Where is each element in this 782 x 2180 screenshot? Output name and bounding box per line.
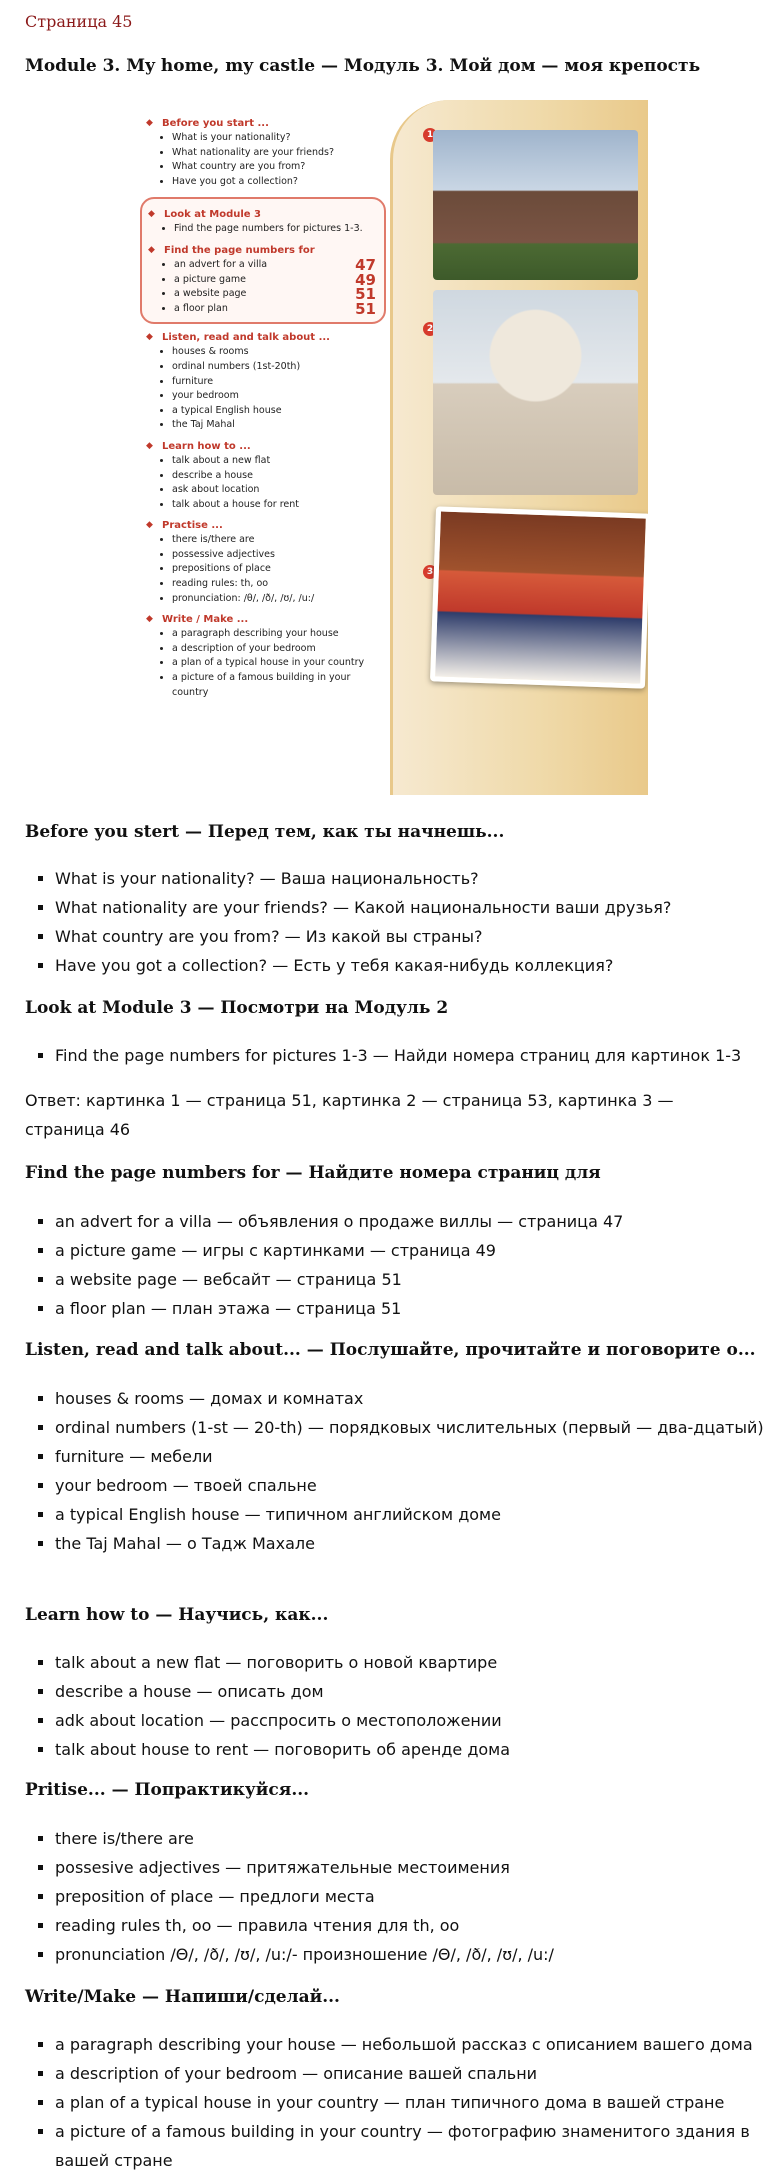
- scan-contents: [146, 110, 386, 700]
- scan-item: • a picture of a famous building in your country: [172, 671, 386, 700]
- list-listen: [25, 1384, 775, 1558]
- scan-item: • houses & rooms: [172, 345, 386, 360]
- scan-find-head: ◆ Find the page numbers for: [148, 245, 376, 256]
- list-item: ▪ What nationality are your friends? — Какой национальности ваши друзья?: [55, 893, 775, 922]
- scan-item: • ask about location: [172, 483, 386, 498]
- scan-item: • What nationality are your friends?: [172, 146, 386, 161]
- scan-picture-column: [390, 100, 648, 795]
- scan-page-number: 49: [355, 270, 376, 289]
- scan-item: • a plan of a typical house in your country: [172, 656, 386, 671]
- list-before: [25, 864, 775, 980]
- list-find: [25, 1207, 775, 1323]
- list-item: ▪ describe a house — описать дом: [55, 1677, 775, 1706]
- section-title-find: Find the page numbers for — Найдите номера страниц для: [25, 1163, 601, 1183]
- scan-write-list: [146, 627, 386, 700]
- taj-mahal-photo: [433, 290, 638, 495]
- scan-look-list: [148, 222, 376, 237]
- scan-before-list: [146, 131, 386, 189]
- list-item: ▪ preposition of place — предлоги места: [55, 1882, 775, 1911]
- scan-item: • talk about a house for rent: [172, 498, 386, 513]
- picture-number-badge: 3: [423, 565, 437, 579]
- list-write: [25, 2030, 775, 2175]
- scan-item: • there is/there are: [172, 533, 386, 548]
- scan-page-number: 51: [355, 285, 376, 304]
- scan-item: • pronunciation: /θ/, /ð/, /ʊ/, /u:/: [172, 592, 386, 607]
- scan-item: • talk about a new flat: [172, 454, 386, 469]
- scan-item: • reading rules: th, oo: [172, 577, 386, 592]
- list-item: ▪ possesive adjectives — притяжательные местоимения: [55, 1853, 775, 1882]
- list-item: ▪ talk about house to rent — поговорить об аренде дома: [55, 1735, 775, 1764]
- section-title-practise: Pritise... — Попрактикуйся...: [25, 1780, 310, 1800]
- list-item: ▪ reading rules th, oo — правила чтения для th, oo: [55, 1911, 775, 1940]
- picture-number-badge: 1: [423, 128, 437, 142]
- scan-item: • a typical English house: [172, 404, 386, 419]
- scan-item: • furniture: [172, 375, 386, 390]
- scan-learn-list: [146, 454, 386, 512]
- textbook-scan: [128, 100, 648, 795]
- scan-page-number: 47: [355, 255, 376, 274]
- scan-listen-list: [146, 345, 386, 433]
- scan-item: • prepositions of place: [172, 562, 386, 577]
- list-item: ▪ your bedroom — твоей спальне: [55, 1471, 775, 1500]
- list-item: ▪ a website page — вебсайт — страница 51: [55, 1265, 775, 1294]
- scan-find-list: [148, 255, 376, 318]
- answer-text: Ответ: картинка 1 — страница 51, картинка 2 — страница 53, картинка 3 — страница 46: [25, 1091, 674, 1139]
- house-photo: [433, 130, 638, 280]
- scan-item: • Have you got a collection?: [172, 175, 386, 190]
- scan-page-number: 51: [355, 299, 376, 318]
- scan-item: • Find the page numbers for pictures 1-3.: [174, 222, 376, 237]
- scan-item: • a floor plan 51: [174, 302, 376, 317]
- section-title-write: Write/Make — Напиши/сделай...: [25, 1987, 340, 2007]
- list-practise: [25, 1824, 775, 1969]
- scan-before-head: ◆ Before you start ...: [146, 118, 386, 129]
- list-item: ▪ a plan of a typical house in your country — план типичного дома в вашей стране: [55, 2088, 775, 2117]
- module-title: Module 3. My home, my castle — Модуль 3. Мой дом — моя крепость: [25, 56, 701, 76]
- section-title-listen: Listen, read and talk about... — Послушайте, прочитайте и поговорите о...: [25, 1340, 756, 1360]
- list-item: ▪ What country are you from? — Из какой вы страны?: [55, 922, 775, 951]
- list-item: ▪ furniture — мебели: [55, 1442, 775, 1471]
- scan-item: • possessive adjectives: [172, 548, 386, 563]
- list-item: ▪ an advert for a villa — объявления о продаже виллы — страница 47: [55, 1207, 775, 1236]
- list-item: ▪ houses & rooms — домах и комнатах: [55, 1384, 775, 1413]
- list-item: ▪ Have you got a collection? — Есть у тебя какая-нибудь коллекция?: [55, 951, 775, 980]
- scan-item: • your bedroom: [172, 389, 386, 404]
- scan-item: • the Taj Mahal: [172, 418, 386, 433]
- scan-item: • an advert for a villa 47: [174, 258, 376, 273]
- page-number-label: Страница 45: [25, 12, 133, 31]
- scan-item: • ordinal numbers (1st-20th): [172, 360, 386, 375]
- list-item: ▪ a picture of a famous building in your country — фотографию знаменитого здания в вашей стране: [55, 2117, 775, 2175]
- list-item: ▪ a floor plan — план этажа — страница 51: [55, 1294, 775, 1323]
- list-item: ▪ ordinal numbers (1-st — 20-th) — порядковых числительных (первый — два-дцатый): [55, 1413, 775, 1442]
- list-item: ▪ there is/there are: [55, 1824, 775, 1853]
- list-item: ▪ talk about a new flat — поговорить о новой квартире: [55, 1648, 775, 1677]
- list-item: ▪ a typical English house — типичном английском доме: [55, 1500, 775, 1529]
- scan-item: • describe a house: [172, 469, 386, 484]
- scan-item: • a description of your bedroom: [172, 642, 386, 657]
- scan-item: • a website page 51: [174, 287, 376, 302]
- scan-item: • a picture game 49: [174, 273, 376, 288]
- list-item: ▪ Find the page numbers for pictures 1-3 — Найди номера страниц для картинок 1-3: [55, 1041, 775, 1070]
- picture-number-badge: 2: [423, 322, 437, 336]
- scan-look-head: ◆ Look at Module 3: [148, 209, 376, 220]
- scan-highlight-box: [140, 197, 386, 324]
- list-item: ▪ What is your nationality? — Ваша национальность?: [55, 864, 775, 893]
- list-item: ▪ the Taj Mahal — о Тадж Махале: [55, 1529, 775, 1558]
- room-photo: [430, 506, 648, 688]
- section-title-before: Before you stert — Перед тем, как ты начнешь...: [25, 822, 505, 842]
- scan-item: • What is your nationality?: [172, 131, 386, 146]
- list-item: ▪ a paragraph describing your house — небольшой рассказ с описанием вашего дома: [55, 2030, 775, 2059]
- section-title-look: Look at Module 3 — Посмотри на Модуль 2: [25, 998, 449, 1018]
- list-learn: [25, 1648, 775, 1764]
- scan-listen-head: ◆ Listen, read and talk about ...: [146, 332, 386, 343]
- list-item: ▪ a description of your bedroom — описание вашей спальни: [55, 2059, 775, 2088]
- scan-practise-list: [146, 533, 386, 606]
- section-title-learn: Learn how to — Научись, как...: [25, 1605, 329, 1625]
- list-item: ▪ a picture game — игры с картинками — страница 49: [55, 1236, 775, 1265]
- scan-item: • What country are you from?: [172, 160, 386, 175]
- scan-item: • a paragraph describing your house: [172, 627, 386, 642]
- scan-practise-head: ◆ Practise ...: [146, 520, 386, 531]
- list-item: ▪ pronunciation /Θ/, /ð/, /ʊ/, /u:/- произношение /Θ/, /ð/, /ʊ/, /u:/: [55, 1940, 775, 1969]
- scan-write-head: ◆ Write / Make ...: [146, 614, 386, 625]
- scan-learn-head: ◆ Learn how to ...: [146, 441, 386, 452]
- list-look: [25, 1041, 775, 1070]
- list-item: ▪ adk about location — расспросить о местоположении: [55, 1706, 775, 1735]
